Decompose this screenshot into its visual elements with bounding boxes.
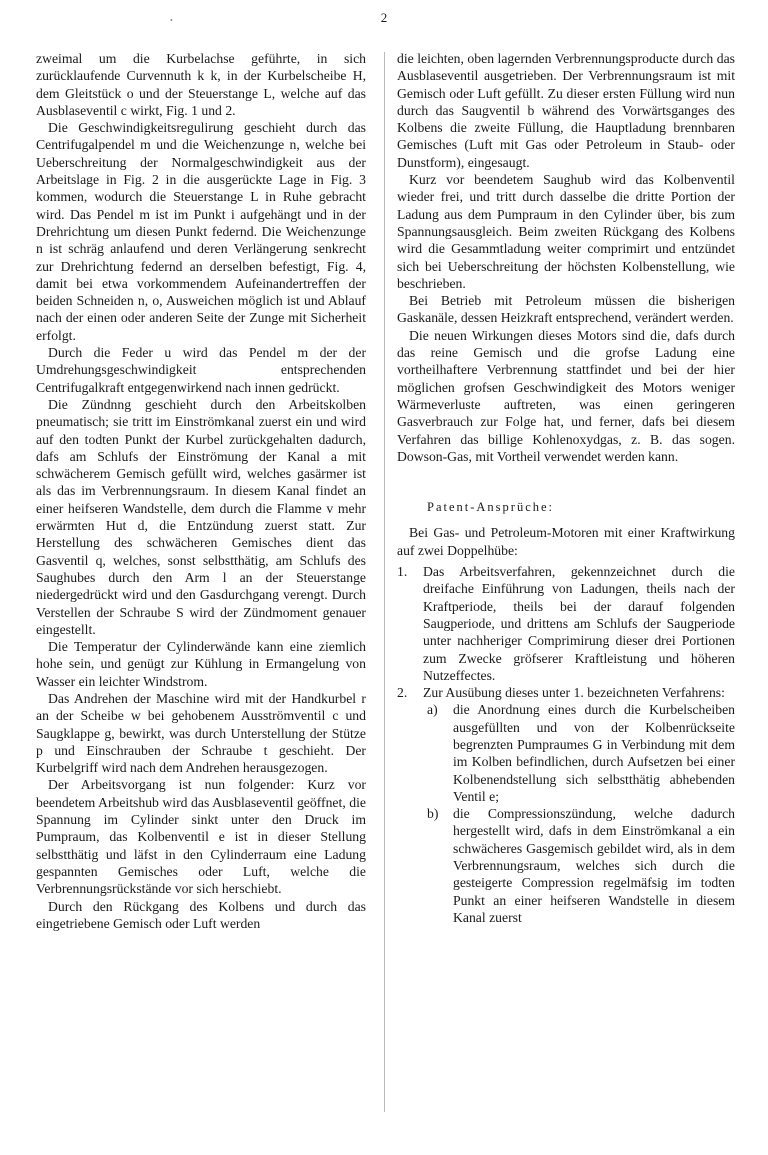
paragraph: Kurz vor beendetem Saughub wird das Kolbenventil wieder frei, und tritt durch dasselbe die dritte Portion der Ladung aus dem Pumpraum in den Cylinder über, bis zum Spannungsausgleich. Beim zweiten Rückgang des Kolbens wird die Gesammtladung weiter comprimirt und entzündet sich bei Ueberschreitung der höchsten Kolbenstellung, wie beschrieben. bbox=[397, 172, 735, 291]
claim-item bbox=[397, 563, 735, 684]
claims-intro: Bei Gas- und Petroleum-Motoren mit einer Kraftwirkung auf zwei Doppelhübe: bbox=[397, 525, 735, 558]
paragraph: Bei Betrieb mit Petroleum müssen die bisherigen Gaskanäle, dessen Heizkraft entsprechend, verändert werden. bbox=[397, 293, 735, 326]
claim-item bbox=[397, 684, 735, 701]
right-column-body bbox=[397, 50, 735, 465]
claim-text: Das Arbeitsverfahren, gekennzeichnet durch die dreifache Einführung von Ladungen, theils nach der Kraftperiode, theils bei der darauf folgenden Saugperiode, und drittens am Schlufs der Saugperiode unter nachheriger Comprimirung dieser drei Portionen zum Zwecke gröfserer Kraftleistung und höheren Nutzeffectes. bbox=[423, 564, 735, 683]
claim-text: Zur Ausübung dieses unter 1. bezeichneten Verfahrens: bbox=[423, 685, 725, 701]
paragraph: die leichten, oben lagernden Verbrennungsproducte durch das Ausblaseventil ausgetrieben. Der Verbrennungsraum ist mit Gemisch oder Luft gefüllt. Zu dieser ersten Füllung wird nun durch das Saugventil b während des Vorwärtsganges des Kolbens die zweite Füllung, die Hauptladung brennbaren Gemisches (Luft mit Gas oder Petroleum in Staub- oder Dunstform), eingesaugt. bbox=[397, 51, 735, 170]
claims-heading: Patent-Ansprüche: bbox=[427, 500, 555, 515]
paragraph: Die Zündnng geschieht durch den Arbeitskolben pneumatisch; sie tritt im Einströmkanal zuerst ein und wird auf den todten Punkt der Kurbel zurückgehalten dadurch, dafs am Schlufs der Einströmung der Kanal a mit schwächerem Gemisch gefüllt wird, welches gasärmer ist als das im Verbrennungsraum. In diesem Kanal findet an einer heifseren Wandstelle, dem durch die Flamme v mehr erwärmten Hut d, die Entzündung zuerst statt. Zur Herstellung des schwächeren Gemisches dient das Gasventil q, welches, sonst selbstthätig, am Schlufs des Saughubes durch den Arm l an der Steuerstange niedergedrückt wird und den Gasdurchgang verengt. Durch Verstellen der Schraube S wird der Zündmoment genauer eingestellt. bbox=[36, 396, 366, 637]
left-column bbox=[36, 50, 366, 932]
subclaims-list bbox=[423, 701, 735, 926]
claim-number: 1. bbox=[397, 564, 408, 580]
claim-number: 2. bbox=[397, 685, 408, 701]
subclaim-item bbox=[427, 805, 735, 926]
subclaim-text: die Anordnung eines durch die Kurbelscheiben ausgefüllten und von der Kolbenrückseite begrenzten Pumpraumes G in Verbindung mit dem im Kolben befindlichen, durch Aufsetzen bei einer Kolbenendstellung sich selbstthätig abhebenden Ventil e; bbox=[453, 702, 735, 804]
paragraph: Der Arbeitsvorgang ist nun folgender: Kurz vor beendetem Arbeitshub wird das Ausblaseventil geöffnet, die Spannung im Cylinder sinkt unter den Druck im Pumpraum, das Kolbenventil e ist in dieser Stellung selbstthätig und läfst in den Cylinderraum eine Ladung gespannten Gemisches oder Luft, welche die Verbrennungsrückstände vor sich herschiebt. bbox=[36, 777, 366, 897]
column-divider bbox=[384, 52, 385, 1112]
subclaim-label: a) bbox=[427, 702, 438, 718]
subclaim-text: die Compressionszündung, welche dadurch hergestellt wird, dafs in dem Einströmkanal a ein schwächeres Gasgemisch gebildet wird, als in dem Verbrennungsraum, welches sich durch die gesteigerte Compression regelmäfsig im todten Punkt an einer heifseren Wandstelle in diesem Kanal zuerst bbox=[453, 806, 735, 925]
paragraph: Die Geschwindigkeitsregulirung geschieht durch das Centrifugalpendel m und die Weichenzunge n, welche bei Ueberschreitung der Normalgeschwindigkeit aus der Arbeitslage in Fig. 2 in die ausgerückte Lage in Fig. 3 kommen, wodurch die Steuerstange L in Ruhe gebracht wird. Das Pendel m ist im Punkt i aufgehängt und in der Drehrichtung um diesen Punkt federnd. Die Weichenzunge n ist schräg anlaufend und deren Verlängerung senkrecht zur Drehrichtung federnd an derselben befestigt, Fig. 4, damit bei etwa vorkommendem Aufeinandertreffen der beiden Schneiden n, o, Ausweichen möglich ist und Ablauf nach der einen oder anderen Seite der Zunge mit Sicherheit erfolgt. bbox=[36, 120, 366, 343]
subclaim-item bbox=[427, 701, 735, 805]
paragraph: Durch die Feder u wird das Pendel m der der Umdrehungsgeschwindigkeit entsprechenden Centrifugalkraft entgegenwirkend nach innen gedrückt. bbox=[36, 345, 366, 395]
claims-list bbox=[397, 563, 735, 926]
subclaim-label: b) bbox=[427, 806, 439, 822]
paragraph: Die neuen Wirkungen dieses Motors sind die, dafs durch das reine Gemisch und die grofse Ladung eine vortheilhaftere Verbrennung stattfindet und bei der hier möglichen grofsen Geschwindigkeit des Motors weniger Wärmeverluste auftreten, was einen geringeren Gasverbrauch zur Folge hat, und ferner, dafs bei diesem Verfahren das billige Kohlenoxydgas, z. B. das sogen. Dowson-Gas, mit Vortheil verwendet werden kann. bbox=[397, 327, 735, 464]
paragraph: Die Temperatur der Cylinderwände kann eine ziemlich hohe sein, und genügt zur Kühlung in Ermangelung von Wasser ein leichter Windstrom. bbox=[36, 639, 366, 689]
paragraph: Das Andrehen der Maschine wird mit der Handkurbel r an der Scheibe w bei gehobenem Ausströmventil c und Saugklappe g, bewirkt, was durch Unterstellung der Stütze p und Einschrauben der Schraube t geschieht. Der Kurbelgriff wird nach dem Andrehen herausgezogen. bbox=[36, 690, 366, 776]
paragraph: Durch den Rückgang des Kolbens und durch das eingetriebene Gemisch oder Luft werden bbox=[36, 898, 366, 931]
paragraph: zweimal um die Kurbelachse geführte, in sich zurücklaufende Curvennuth k k, in der Kurbelscheibe H, dem Gleitstück o und der Steuerstange L, welche auf das Ausblaseventil c wirkt, Fig. 1 und 2. bbox=[36, 51, 366, 118]
right-column bbox=[397, 50, 735, 926]
page-number: 2 bbox=[380, 10, 388, 25]
print-mark: • bbox=[170, 16, 173, 25]
